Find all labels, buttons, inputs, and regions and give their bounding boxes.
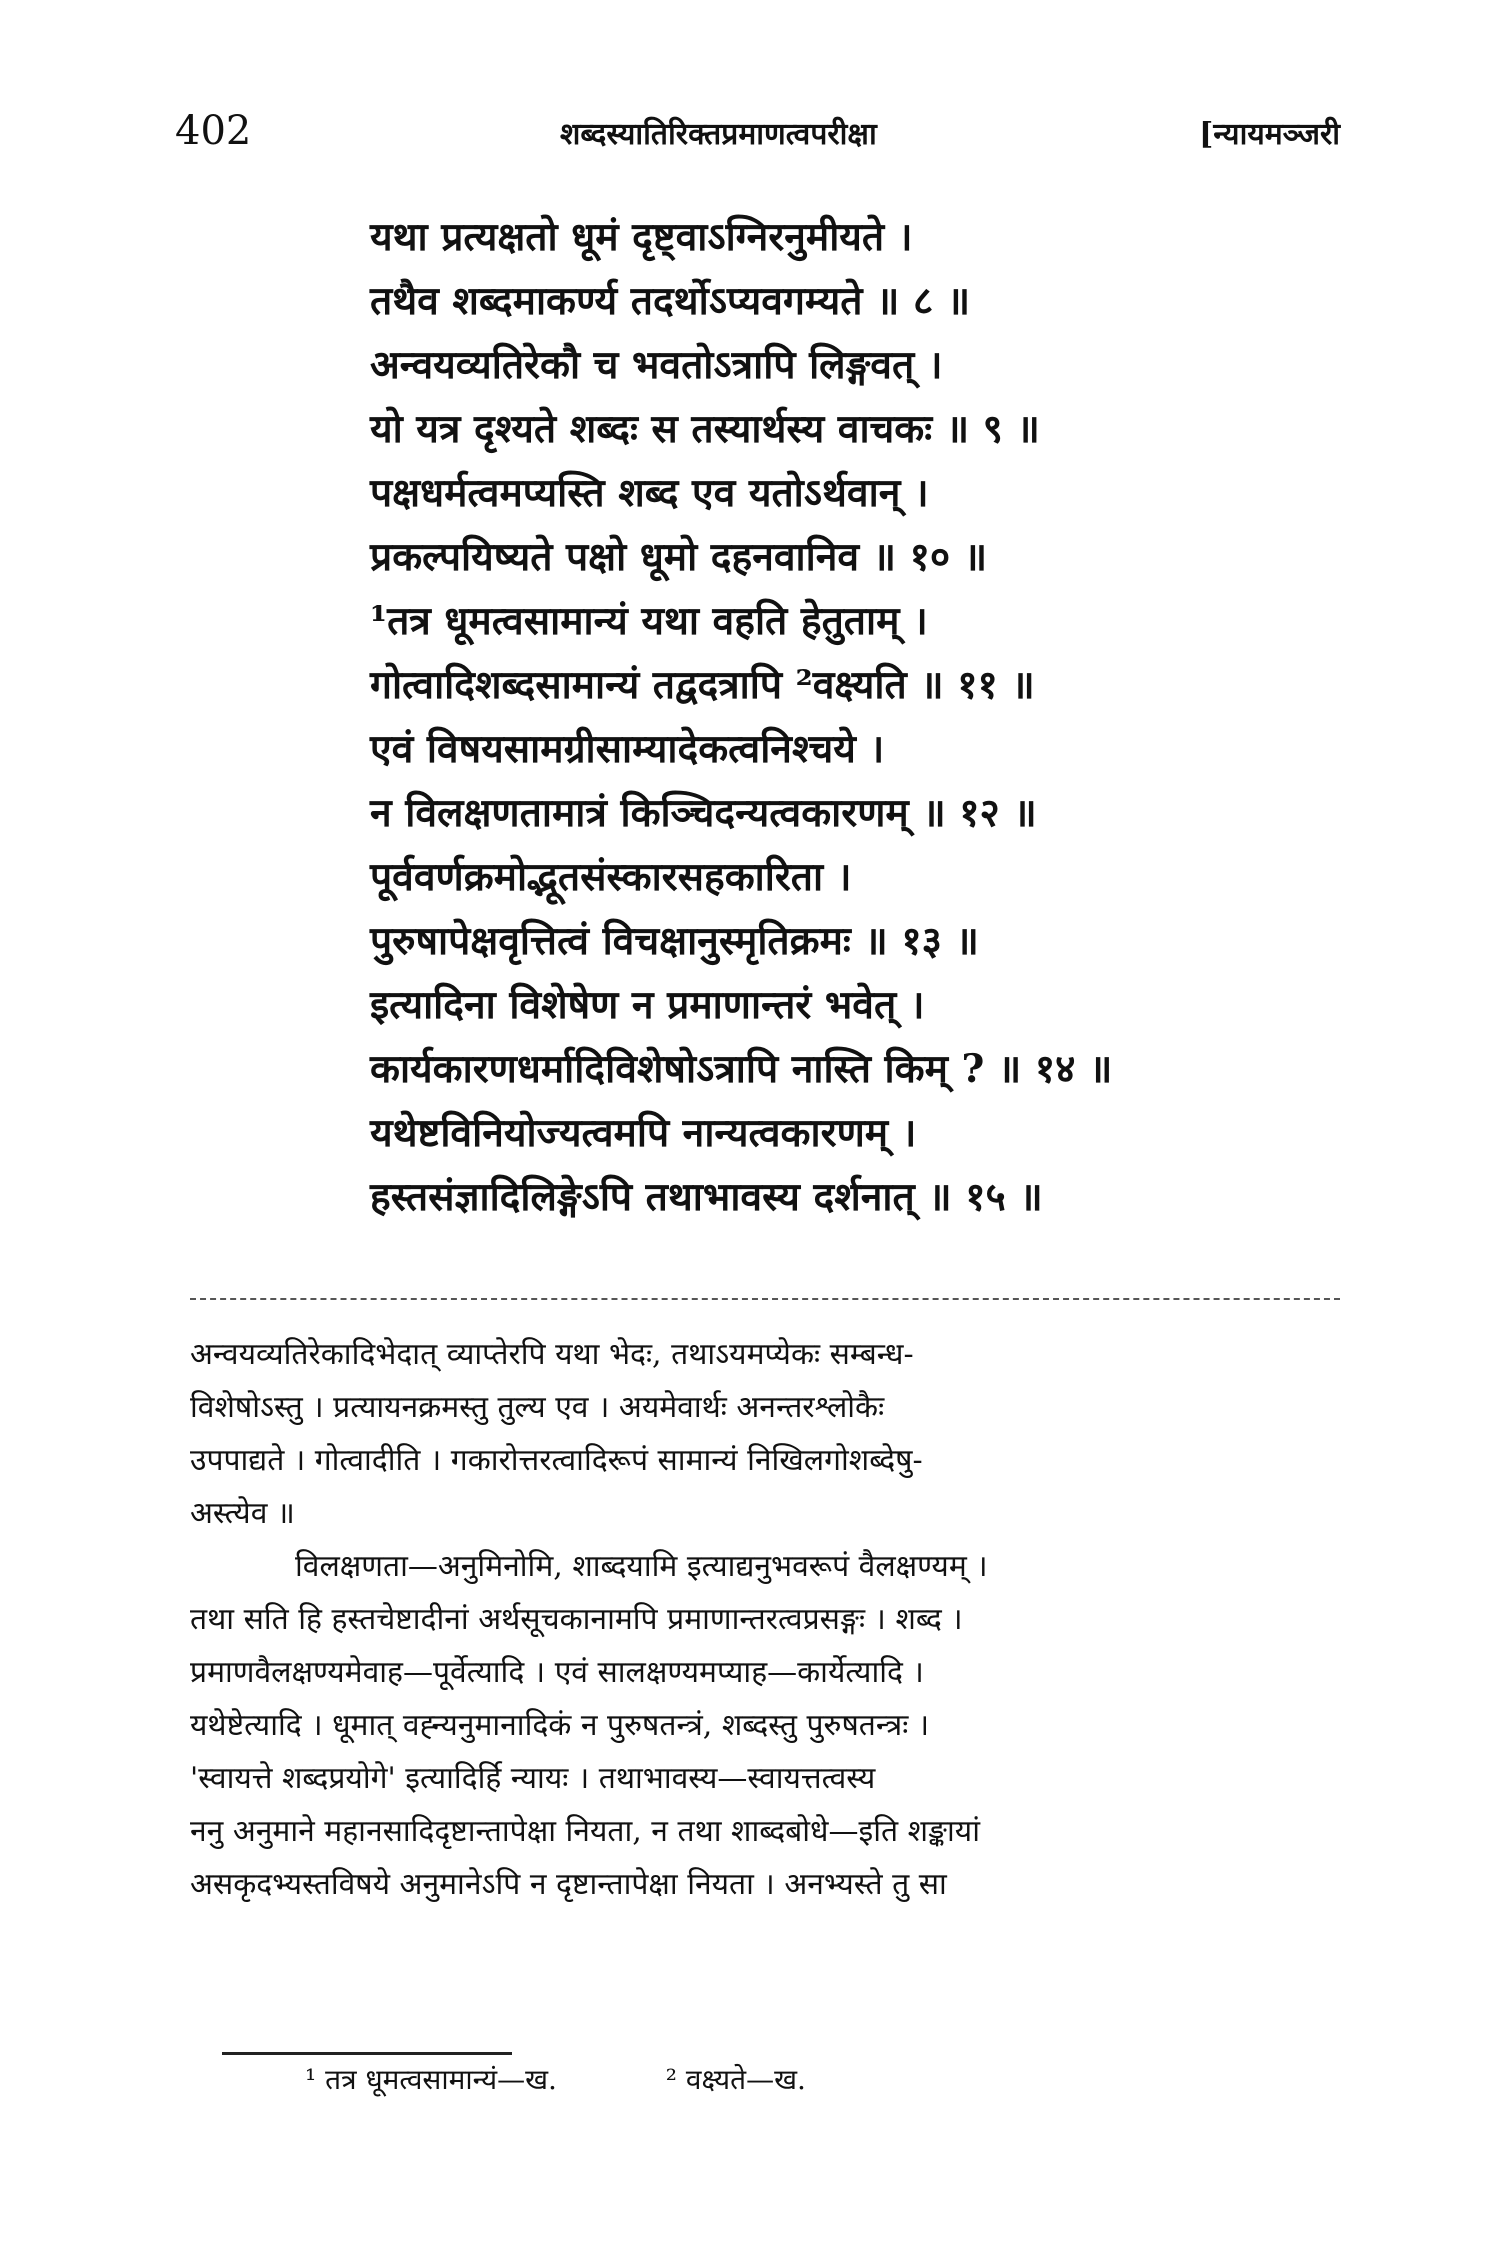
verse-line: पक्षधर्मत्वमप्यस्ति शब्द एव यतोऽर्थवान् ।	[370, 470, 929, 516]
verse-line: तथैव शब्दमाकर्ण्य तदर्थोऽप्यवगम्यते ॥ ८ ॥	[370, 278, 971, 324]
verse-line: अन्वयव्यतिरेकौ च भवतोऽत्रापि लिङ्गवत् ।	[370, 342, 943, 388]
commentary-line: तथा सति हि हस्तचेष्टादीनां अर्थसूचकानामपि प्रमाणान्तरत्वप्रसङ्गः । शब्द ।	[190, 1602, 963, 1637]
commentary-block	[190, 1328, 1370, 1911]
commentary-line: ननु अनुमाने महानसादिदृष्टान्तापेक्षा नियता, न तथा शाब्दबोधे—इति शङ्कायां	[190, 1814, 980, 1849]
page-number: 402	[175, 108, 252, 154]
verse-line: पुरुषापेक्षवृत्तित्वं विचक्षानुस्मृतिक्रमः ॥ १३ ॥	[370, 918, 979, 964]
footnote-1: ¹ तत्र धूमत्वसामान्यं—ख.	[305, 2063, 557, 2096]
footnote-rule	[222, 2052, 512, 2055]
header-book-title: [न्यायमञ्जरी	[1199, 117, 1340, 152]
verse-line: यो यत्र दृश्यते शब्दः स तस्यार्थस्य वाचकः ॥ ९ ॥	[370, 406, 1040, 452]
verse-line: गोत्वादिशब्दसामान्यं तद्वदत्रापि ²वक्ष्यति ॥ ११ ॥	[370, 662, 1035, 708]
header-title: शब्दस्यातिरिक्तप्रमाणत्वपरीक्षा	[560, 117, 877, 152]
commentary-line: प्रमाणवैलक्षण्यमेवाह—पूर्वेत्यादि । एवं सालक्षण्यमप्याह—कार्येत्यादि ।	[190, 1655, 924, 1690]
verse-line: यथा प्रत्यक्षतो धूमं दृष्ट्वाऽग्निरनुमीयते ।	[370, 214, 913, 260]
section-divider	[190, 1298, 1340, 1300]
verse-line: प्रकल्पयिष्यते पक्षो धूमो दहनवानिव ॥ १० ॥	[370, 534, 988, 580]
verse-line: इत्यादिना विशेषेण न प्रमाणान्तरं भवेत् ।	[370, 982, 925, 1028]
commentary-line: 'स्वायत्ते शब्दप्रयोगे' इत्यादिर्हि न्यायः । तथाभावस्य—स्वायत्तत्वस्य	[190, 1761, 876, 1796]
verse-line: न विलक्षणतामात्रं किञ्चिदन्यत्वकारणम् ॥ १२ ॥	[370, 790, 1037, 836]
verse-line: पूर्ववर्णक्रमोद्भूतसंस्कारसहकारिता ।	[370, 854, 852, 900]
commentary-line: उपपाद्यते । गोत्वादीति । गकारोत्तरत्वादिरूपं सामान्यं निखिलगोशब्देषु-	[190, 1443, 923, 1478]
commentary-line: विलक्षणता—अनुमिनोमि, शाब्दयामि इत्याद्यनुभवरूपं वैलक्षण्यम् ।	[295, 1549, 988, 1584]
verse-line: हस्तसंज्ञादिलिङ्गेऽपि तथाभावस्य दर्शनात् ॥ १५ ॥	[370, 1174, 1043, 1220]
footnote-2: ² वक्ष्यते—ख.	[665, 2063, 806, 2096]
commentary-line: असकृदभ्यस्तविषये अनुमानेऽपि न दृष्टान्तापेक्षा नियता । अनभ्यस्ते तु सा	[190, 1867, 947, 1902]
commentary-line: अस्त्येव ॥	[190, 1496, 295, 1531]
running-header	[175, 108, 1350, 158]
verse-block	[370, 205, 1320, 1229]
verse-line: कार्यकारणधर्मादिविशेषोऽत्रापि नास्ति किम् ? ॥ १४ ॥	[370, 1046, 1113, 1092]
verse-line: एवं विषयसामग्रीसाम्यादेकत्वनिश्चये ।	[370, 726, 885, 772]
verse-line: यथेष्टविनियोज्यत्वमपि नान्यत्वकारणम् ।	[370, 1110, 917, 1156]
commentary-line: अन्वयव्यतिरेकादिभेदात् व्याप्तेरपि यथा भेदः, तथाऽयमप्येकः सम्बन्ध-	[190, 1337, 914, 1372]
commentary-line: विशेषोऽस्तु । प्रत्यायनक्रमस्तु तुल्य एव । अयमेवार्थः अनन्तरश्लोकैः	[190, 1390, 885, 1425]
commentary-line: यथेष्टेत्यादि । धूमात् वह्न्यनुमानादिकं न पुरुषतन्त्रं, शब्दस्तु पुरुषतन्त्रः ।	[190, 1708, 930, 1743]
verse-line: ¹तत्र धूमत्वसामान्यं यथा वहति हेतुताम् ।	[370, 598, 928, 644]
footnotes	[305, 2060, 906, 2098]
